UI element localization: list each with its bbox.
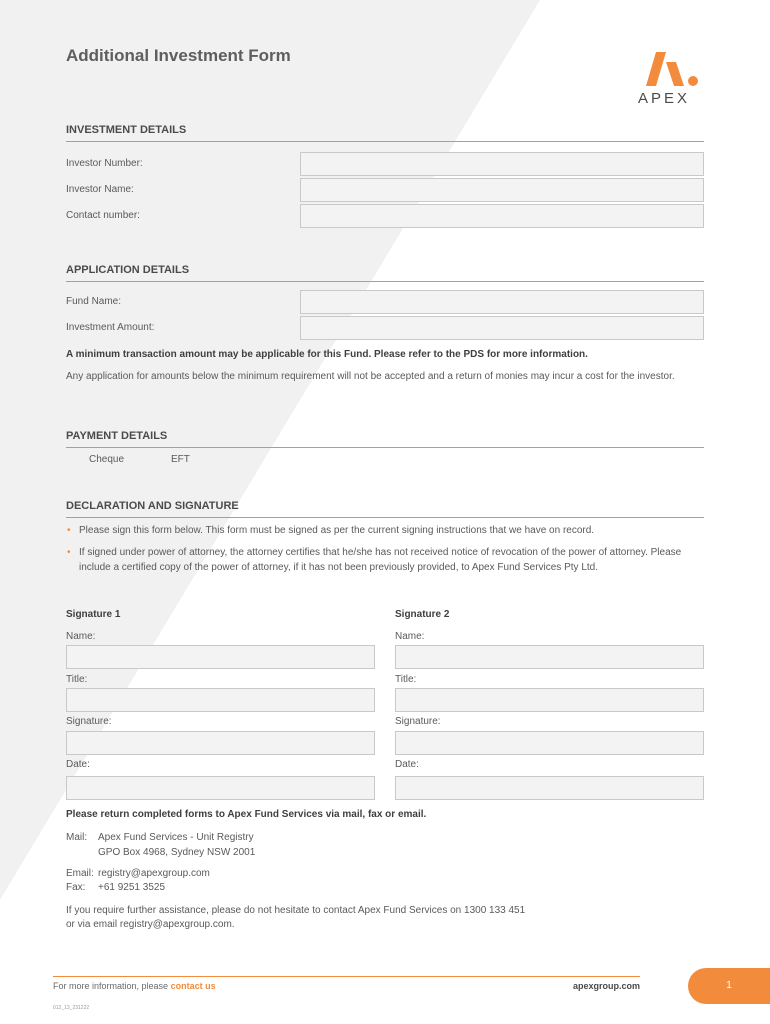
signature-1-signature-label: Signature: <box>66 716 112 727</box>
assistance-line-2: or via email registry@apexgroup.com. <box>66 919 235 930</box>
signature-1-name-label: Name: <box>66 631 96 642</box>
signature-2-name-input[interactable] <box>395 645 704 669</box>
bullet-dot-icon: • <box>67 547 71 558</box>
signature-2-title-input[interactable] <box>395 688 704 712</box>
signature-1-title-label: Title: <box>66 674 88 685</box>
footer-website[interactable]: apexgroup.com <box>572 981 640 991</box>
signature-2-date-label: Date: <box>395 759 419 770</box>
signature-1-heading: Signature 1 <box>66 609 121 620</box>
signature-1-name-input[interactable] <box>66 645 375 669</box>
page-title: Additional Investment Form <box>66 46 291 65</box>
footer-divider <box>53 976 640 977</box>
section-heading-declaration: DECLARATION AND SIGNATURE <box>66 500 704 518</box>
signature-1-date-label: Date: <box>66 759 90 770</box>
page-number-badge: 1 <box>688 968 770 1004</box>
signature-2-title-label: Title: <box>395 674 417 685</box>
signature-2-heading: Signature 2 <box>395 609 450 620</box>
investor-number-input[interactable] <box>300 152 704 176</box>
fund-name-input[interactable] <box>300 290 704 314</box>
assistance-line-1: If you require further assistance, please do not hesitate to contact Apex Fund Services on 1300 133 451 <box>66 905 526 916</box>
investment-amount-input[interactable] <box>300 316 704 340</box>
signature-1-date-input[interactable] <box>66 776 375 800</box>
section-heading-investment: INVESTMENT DETAILS <box>66 124 704 142</box>
signature-1-title-input[interactable] <box>66 688 375 712</box>
document-code: 012_13_231222 <box>53 1005 90 1011</box>
signature-2-date-input[interactable] <box>395 776 704 800</box>
declaration-bullet-1 <box>67 523 704 538</box>
apex-logo-text: APEX <box>638 90 691 107</box>
declaration-bullet-1-text: Please sign this form below. This form must be signed as per the current signing instructions that we have on record. <box>79 525 595 536</box>
investment-amount-label: Investment Amount: <box>66 322 155 333</box>
mail-label: Mail: <box>66 832 88 843</box>
bullet-dot-icon: • <box>67 525 71 536</box>
payment-option-cheque[interactable]: Cheque <box>89 454 125 465</box>
minimum-requirement-paragraph: Any application for amounts below the minimum requirement will not be accepted and a return of monies may incur a cost for the investor. <box>66 371 675 382</box>
contact-number-input[interactable] <box>300 204 704 228</box>
signature-1-signature-input[interactable] <box>66 731 375 755</box>
mail-line-1: Apex Fund Services - Unit Registry <box>98 832 254 843</box>
section-heading-application: APPLICATION DETAILS <box>66 264 704 282</box>
mail-line-2: GPO Box 4968, Sydney NSW 2001 <box>98 847 256 858</box>
fax-value: +61 9251 3525 <box>98 882 166 893</box>
investor-number-label: Investor Number: <box>66 158 143 169</box>
signature-2-signature-input[interactable] <box>395 731 704 755</box>
footer-more-info <box>53 981 216 991</box>
footer-more-info-text: For more information, please <box>53 981 169 991</box>
email-value: registry@apexgroup.com <box>98 868 210 879</box>
declaration-bullet-2-text: If signed under power of attorney, the attorney certifies that he/she has not received notice of revocation of the power of attorney. Please include a certified copy of the power of attorney, if it has not been previously provided, to Apex Fund Services Pty Ltd. <box>79 547 682 573</box>
signature-2-signature-label: Signature: <box>395 716 441 727</box>
return-forms-heading: Please return completed forms to Apex Fund Services via mail, fax or email. <box>66 809 427 820</box>
payment-option-eft[interactable]: EFT <box>171 454 190 465</box>
contact-us-link[interactable]: contact us <box>170 981 216 991</box>
investor-name-label: Investor Name: <box>66 184 134 195</box>
email-label: Email: <box>66 868 94 879</box>
fax-label: Fax: <box>66 882 86 893</box>
declaration-bullet-2 <box>67 545 704 575</box>
signature-2-name-label: Name: <box>395 631 425 642</box>
fund-name-label: Fund Name: <box>66 296 122 307</box>
section-heading-payment: PAYMENT DETAILS <box>66 430 704 448</box>
minimum-transaction-note: A minimum transaction amount may be applicable for this Fund. Please refer to the PDS for more information. <box>66 349 588 360</box>
investor-name-input[interactable] <box>300 178 704 202</box>
contact-number-label: Contact number: <box>66 210 140 221</box>
